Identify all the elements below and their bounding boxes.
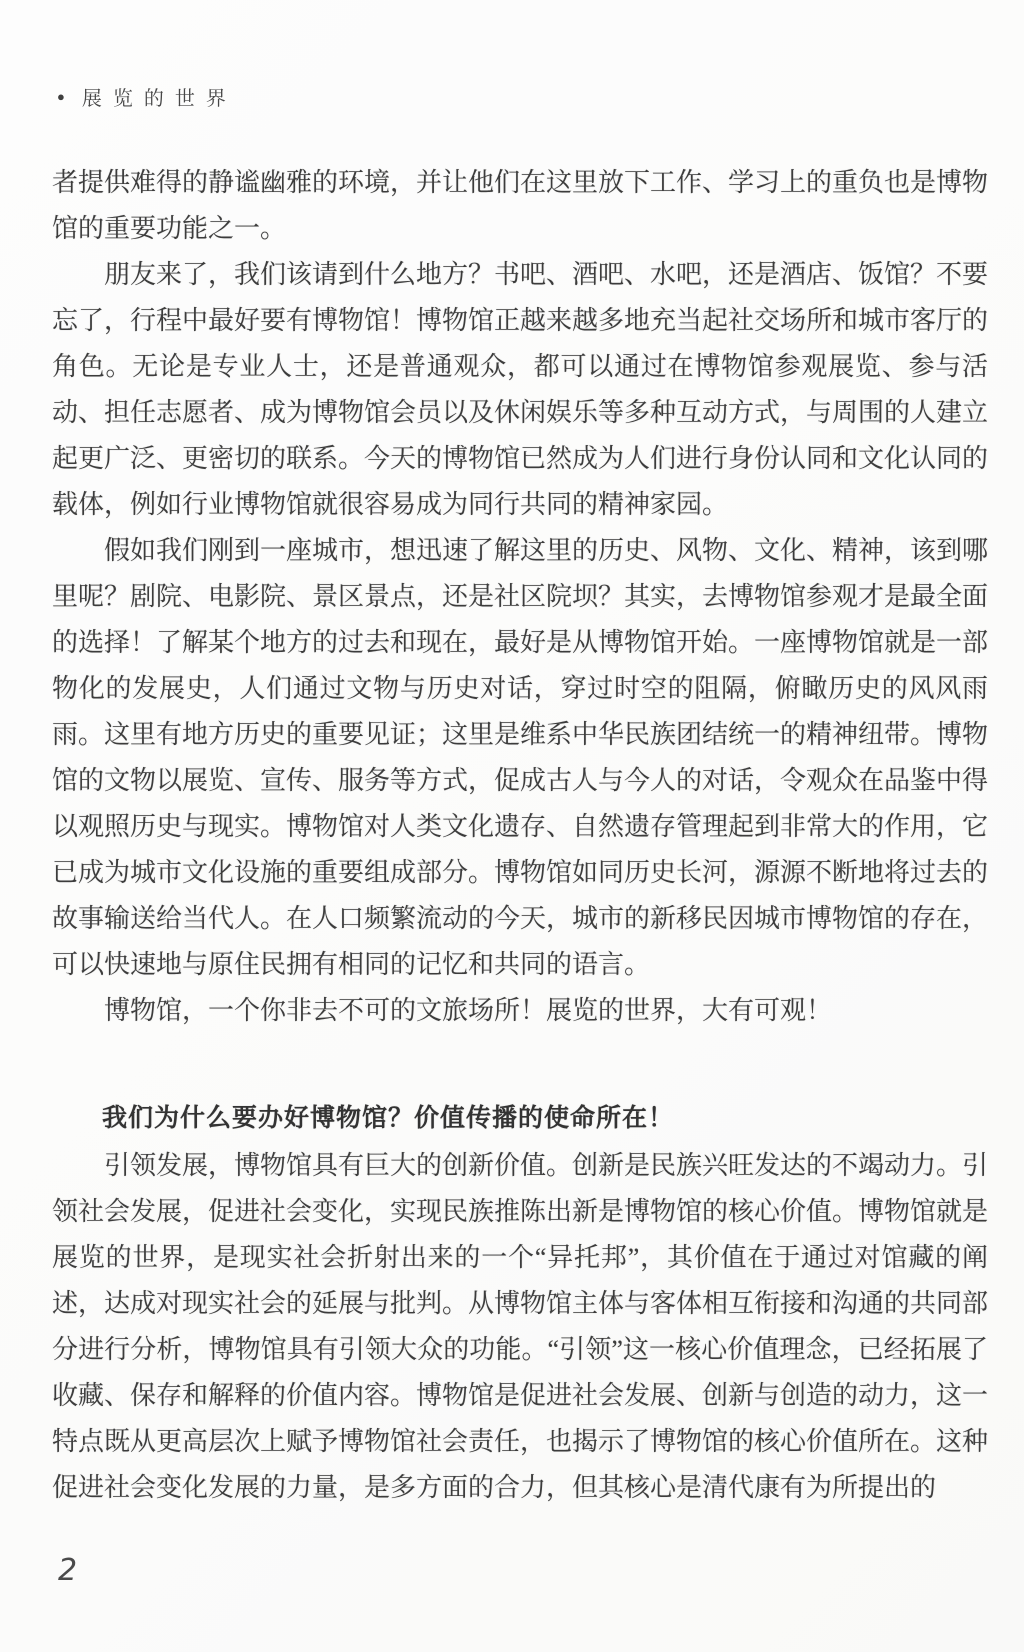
running-header [57,82,237,111]
page-number: 2 [58,1553,78,1588]
paragraph: 引领发展，博物馆具有巨大的创新价值。创新是民族兴旺发达的不竭动力。引领社会发展，促进社会变化，实现民族推陈出新是博物馆的核心价值。博物馆就是展览的世界，是现实社会折射出来的一个“异托邦”，其价值在于通过对馆藏的阐述，达成对现实社会的延展与批判。从博物馆主体与客体相互衔接和沟通的共同部分进行分析，博物馆具有引领大众的功能。“引领”这一核心价值理念，已经拓展了收藏、保存和解释的价值内容。博物馆是促进社会发展、创新与创造的动力，这一特点既从更高层次上赋予博物馆社会责任，也揭示了博物馆的核心价值所在。这种促进社会变化发展的力量，是多方面的合力，但其核心是清代康有为所提出的 [52,1151,989,1502]
page-body [52,160,988,1511]
paragraph: 朋友来了，我们该请到什么地方？书吧、酒吧、水吧，还是酒店、饭馆？不要忘了，行程中最好要有博物馆！博物馆正越来越多地充当起社交场所和城市客厅的角色。无论是专业人士，还是普通观众，都可以通过在博物馆参观展览、参与活动、担任志愿者、成为博物馆会员以及休闲娱乐等多种互动方式，与周围的人建立起更广泛、更密切的联系。今天的博物馆已然成为人们进行身份认同和文化认同的载体，例如行业博物馆就很容易成为同行共同的精神家园。 [52,260,989,519]
paragraph-continuation: 者提供难得的静谧幽雅的环境，并让他们在这里放下工作、学习上的重负也是博物馆的重要功能之一。 [52,168,989,243]
paragraph: 假如我们刚到一座城市，想迅速了解这里的历史、风物、文化、精神，该到哪里呢？剧院、电影院、景区景点，还是社区院坝？其实，去博物馆参观才是最全面的选择！了解某个地方的过去和现在，最好是从博物馆开始。一座博物馆就是一部物化的发展史，人们通过文物与历史对话，穿过时空的阻隔，俯瞰历史的风风雨雨。这里有地方历史的重要见证；这里是维系中华民族团结统一的精神纽带。博物馆的文物以展览、宣传、服务等方式，促成古人与今人的对话，令观众在品鉴中得以观照历史与现实。博物馆对人类文化遗存、自然遗存管理起到非常大的作用，它已成为城市文化设施的重要组成部分。博物馆如同历史长河，源源不断地将过去的故事输送给当代人。在人口频繁流动的今天，城市的新移民因城市博物馆的存在，可以快速地与原住民拥有相同的记忆和共同的语言。 [52,536,989,979]
running-header-title: 展览的世界 [81,88,237,110]
section-heading: 我们为什么要办好博物馆？价值传播的使命所在！ [102,1104,675,1132]
bullet-icon: ● [57,89,65,104]
paragraph-summary: 博物馆，一个你非去不可的文旅场所！展览的世界，大有可观！ [104,996,833,1025]
